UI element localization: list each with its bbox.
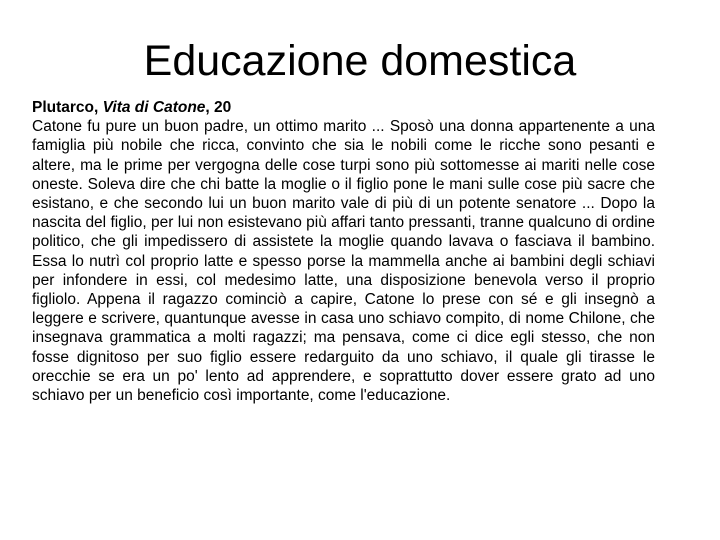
source-section: , 20 (205, 99, 232, 116)
source-work-title: Vita di Catone (102, 99, 206, 116)
slide-body (32, 98, 655, 405)
slide-title: Educazione domestica (143, 37, 577, 85)
source-author: Plutarco, (32, 99, 103, 116)
passage-text: Catone fu pure un buon padre, un ottimo marito ... Sposò una donna appartenente a una famiglia più nobile che ricca, convinto che sia le nobili come le ricche sono pesanti e altere, ma le prime per vergogna delle cose turpi sono più sottomesse ai mariti nelle cose oneste. Soleva dire che chi batte la moglie o il figlio pone le mani sulle cose più sacre che esistano, e che secondo lui un buon marito vale di più di un potente senatore ... Dopo la nascita del figlio, per lui non esistevano più affari tanto pressanti, tranne qualcuno di ordine politico, che gli impedissero di assistete la moglie quando lavava o fasciava il bambino. Essa lo nutrì col proprio latte e spesso porse la mammella anche ai bambini degli schiavi per infondere in essi, col medesimo latte, una disposizione benevola verso il proprio figliolo. Appena il ragazzo cominciò a capire, Catone lo prese con sé e gli insegnò a leggere e scrivere, quantunque avesse in casa uno schiavo compito, di nome Chilone, che insegnava grammatica a molti ragazzi; ma pensava, come ci dice egli stesso, che non fosse dignitoso per suo figlio essere redarguito da uno schiavo, il quale gli tirasse le orecchie se era un po' lento ad apprendere, e soprattutto dover essere grato ad uno schiavo per un beneficio così importante, come l'educazione. (32, 118, 655, 405)
source-citation (32, 98, 655, 117)
